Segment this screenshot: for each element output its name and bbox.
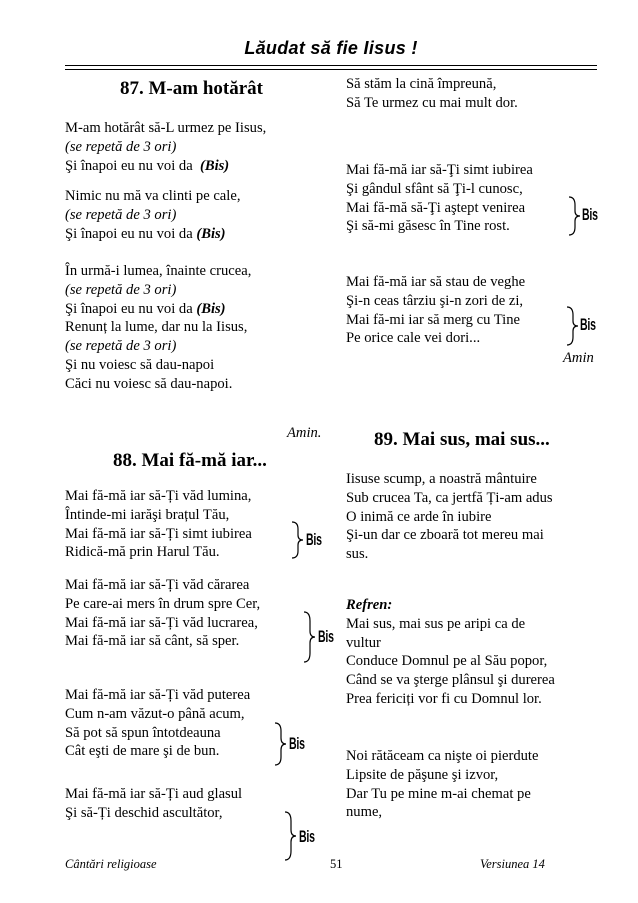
bis-note: (Bis) xyxy=(196,225,226,242)
verse-line: Întinde-mi iarăşi brațul Tău, xyxy=(65,506,230,523)
verse-line: Mai fă-mă iar să-Ți văd cărarea xyxy=(65,577,250,593)
brace-icon xyxy=(273,722,287,766)
song-89-stanza-1 xyxy=(346,470,553,564)
header-rule-top xyxy=(65,65,597,66)
verse-line: nume, xyxy=(346,804,383,821)
song-88-stanza-3 xyxy=(65,686,250,761)
page-header-title: Lăudat să fie Iisus ! xyxy=(244,38,418,58)
verse-line: Mai fă-mă iar să-Ţi simt iubirea xyxy=(346,162,533,178)
bis-label: Bis xyxy=(289,734,305,753)
verse-line: Mai fă-mă iar să stau de veghe xyxy=(346,274,526,290)
verse-line: Mai fă-mi iar să merg cu Tine xyxy=(346,311,521,328)
bis-note: (Bis) xyxy=(196,300,226,317)
verse-line: Cum n-am văzut-o până acum, xyxy=(65,705,245,722)
verse-line: Mai fă-mă iar să-Ți văd lucrarea, xyxy=(65,614,258,631)
verse-line: Să pot să spun întotdeauna xyxy=(65,724,221,741)
page-number: 51 xyxy=(330,857,343,871)
footer-book-title: Cântări religioase xyxy=(65,857,157,871)
refrain-label: Refren: xyxy=(346,597,393,613)
verse-line: Să Te urmez cu mai mult dor. xyxy=(346,94,518,111)
repeat-note: (se repetă de 3 ori) xyxy=(65,206,177,223)
verse-line: Pe care-ai mers în drum spre Cer, xyxy=(65,595,261,612)
song-87-title: 87. M-am hotărât xyxy=(120,78,263,99)
verse-line: Cât eşti de mare şi de bun. xyxy=(65,743,220,760)
bis-label: Bis xyxy=(582,205,598,224)
verse-line: Şi gândul sfânt să Ţi-l cunosc, xyxy=(346,180,523,197)
verse-line: Iisuse scump, a noastră mântuire xyxy=(346,471,537,487)
song-88-stanza-1 xyxy=(65,487,252,562)
brace-icon xyxy=(302,611,316,663)
verse-line: Nimic nu mă va clinti pe cale, xyxy=(65,188,241,204)
song-87-amen: Amin. xyxy=(287,425,322,441)
verse-line: Să stăm la cină împreună, xyxy=(346,76,497,92)
bis-label: Bis xyxy=(306,530,322,549)
verse-line: Mai fă-mă iar să-Ți simt iubirea xyxy=(65,525,252,542)
song-87-stanza-2 xyxy=(65,187,240,243)
verse-line: Renunț la lume, dar nu la Iisus, xyxy=(65,319,248,336)
bis-label: Bis xyxy=(318,627,334,646)
bis-label: Bis xyxy=(580,315,596,334)
repeat-note: (se repetă de 3 ori) xyxy=(65,338,177,355)
verse-line: Şi să-mi găsesc în Tine rost. xyxy=(346,218,510,235)
verse-line: Mai fă-mă să-Ţi aştept venirea xyxy=(346,199,526,216)
song-88-stanza-4 xyxy=(65,785,242,823)
song-87-stanza-1 xyxy=(65,119,266,175)
verse-line: Prea fericiți vor fi cu Domnul lor. xyxy=(346,690,542,707)
verse-line: O inimă ce arde în iubire xyxy=(346,508,492,525)
verse-line: Noi rătăceam ca nişte oi pierdute xyxy=(346,748,539,764)
song-89-refrain xyxy=(346,596,555,709)
verse-line: Mai fă-mă iar să-Ți văd lumina, xyxy=(65,488,252,504)
verse-line: Şi-un dar ce zboară tot mereu mai xyxy=(346,527,544,544)
verse-line: Şi înapoi eu nu voi da (Bis) xyxy=(65,157,230,174)
header-rule-bottom xyxy=(65,69,597,70)
verse-line: Când se va şterge plânsul şi durerea xyxy=(346,672,555,689)
verse-line: Lipsite de păşune şi izvor, xyxy=(346,766,499,783)
verse-line: În urmă-i lumea, înainte crucea, xyxy=(65,263,252,279)
verse-line: Şi să-Ți deschid ascultător, xyxy=(65,804,223,821)
song-88-stanza-6 xyxy=(346,273,525,348)
verse-line: Mai fă-mă iar să cânt, să sper. xyxy=(65,633,240,650)
verse-line: Mai sus, mai sus pe aripi ca de xyxy=(346,615,526,632)
bis-label: Bis xyxy=(299,827,315,846)
song-87-stanza-3 xyxy=(65,262,251,394)
repeat-note: (se repetă de 3 ori) xyxy=(65,281,177,298)
song-88-amen: Amin xyxy=(563,350,594,366)
verse-line: Căci nu voiesc să dau-napoi. xyxy=(65,375,233,392)
brace-icon xyxy=(565,306,579,346)
verse-line: vultur xyxy=(346,634,381,651)
brace-icon xyxy=(283,811,297,861)
verse-line: Dar Tu pe mine m-ai chemat pe xyxy=(346,785,531,802)
verse-line: Şi nu voiesc să dau-napoi xyxy=(65,356,215,373)
brace-icon xyxy=(290,521,304,559)
verse-line: Mai fă-mă iar să-Ți aud glasul xyxy=(65,786,243,802)
verse-line: Şi-n ceas târziu şi-n zori de zi, xyxy=(346,292,524,309)
verse-line: Şi înapoi eu nu voi da (Bis) xyxy=(65,300,226,317)
verse-line: Mai fă-mă iar să-Ți văd puterea xyxy=(65,687,251,703)
song-88-stanza-5 xyxy=(346,161,533,236)
verse-line: Sub crucea Ta, ca jertfă Ți-am adus xyxy=(346,489,553,506)
verse-line: Şi înapoi eu nu voi da (Bis) xyxy=(65,225,226,242)
verse-line: Conduce Domnul pe al Său popor, xyxy=(346,653,548,670)
song-88-title: 88. Mai fă-mă iar... xyxy=(113,450,267,471)
song-88-stanza-4-continued xyxy=(346,75,518,113)
verse-line: Pe orice cale vei dori... xyxy=(346,330,481,347)
song-88-stanza-2 xyxy=(65,576,260,651)
verse-line: Ridică-mă prin Harul Tău. xyxy=(65,544,220,561)
song-89-title: 89. Mai sus, mai sus... xyxy=(374,429,550,450)
repeat-note: (se repetă de 3 ori) xyxy=(65,138,177,155)
verse-line: M-am hotărât să-L urmez pe Iisus, xyxy=(65,120,267,136)
song-89-stanza-2 xyxy=(346,747,538,822)
bis-note: (Bis) xyxy=(199,157,230,174)
footer-version: Versiunea 14 xyxy=(480,857,545,871)
brace-icon xyxy=(567,196,581,236)
verse-line: sus. xyxy=(346,546,369,563)
